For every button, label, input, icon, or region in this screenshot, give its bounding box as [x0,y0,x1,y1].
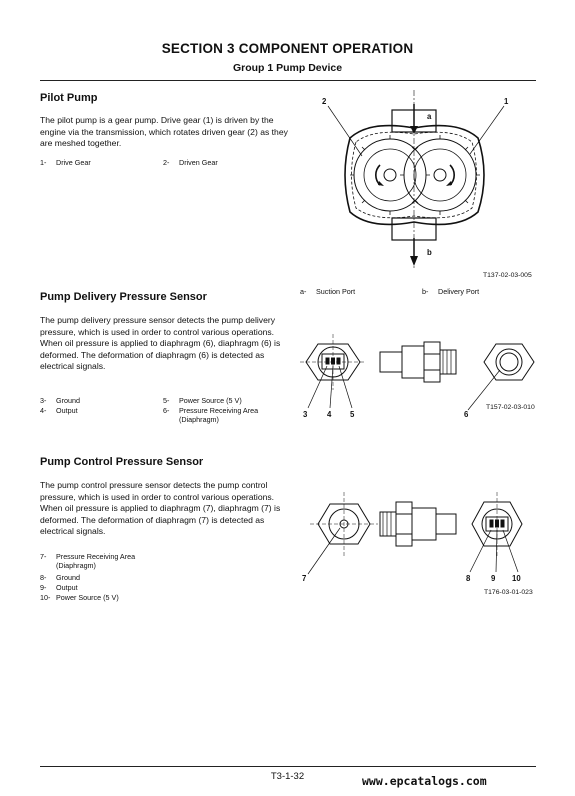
callout-4: 4 [327,410,332,419]
item-label: Output [56,406,78,415]
item-number: a- [300,287,307,296]
item-number: 9- [40,583,47,592]
page-number: T3-1-32 [270,771,305,782]
item-label: Ground [56,573,80,582]
delivery-item-5 [163,396,242,405]
item-number: 2- [163,158,170,167]
control-item-7 [40,552,136,570]
item-label: Pressure Receiving Area (Diaphragm) [179,406,259,424]
delivery-item-4 [40,406,78,415]
item-number: 7- [40,552,47,561]
pilot-pump-description: The pilot pump is a gear pump. Drive gear (1) is driven by the engine via the transmission, which rotates driven gear (2) as they are meshed together. [40,115,288,149]
legend-suction-port [300,287,356,296]
callout-10: 10 [512,574,521,583]
control-sensor-heading: Pump Control Pressure Sensor [40,456,204,468]
item-number: 3- [40,396,47,405]
callout-a: a [427,112,432,121]
control-sensor-description: The pump control pressure sensor detects the pump control pressure, which is used in order to control various operations. When oil pressure is applied to diaphragm (7), diaphragm (7) is deformed. The deformation of diaphragm (7) is detected as electrical signals. [40,480,281,537]
header-rule [40,80,536,81]
callout-6: 6 [464,410,469,419]
figure-code-pilot-pump: T137-02-03-005 [483,272,532,279]
control-item-10 [40,593,119,602]
item-label: Delivery Port [438,287,480,296]
footer-rule [40,766,536,767]
delivery-item-3 [40,396,80,405]
item-label: Pressure Receiving Area (Diaphragm) [56,552,136,570]
pilot-pump-item-1 [40,158,91,167]
item-number: 1- [40,158,47,167]
item-label: Output [56,583,78,592]
group-title: Group 1 Pump Device [232,62,343,74]
item-label: Power Source (5 V) [56,593,119,602]
delivery-sensor-description: The pump delivery pressure sensor detects the pump delivery pressure, which is used in order to control various operations. When oil pressure is applied to diaphragm (6), diaphragm (6) is deformed. The deformation of diaphragm (6) is detected as electrical signals. [40,315,281,372]
delivery-sensor-heading: Pump Delivery Pressure Sensor [40,291,207,303]
figure-code-control-sensor: T176-03-01-023 [484,589,533,596]
item-number: 5- [163,396,170,405]
callout-1: 1 [504,97,509,106]
pilot-pump-heading: Pilot Pump [40,92,98,104]
figure-code-delivery-sensor: T157-02-03-010 [486,404,535,411]
section-title: SECTION 3 COMPONENT OPERATION [161,41,414,56]
item-label: Driven Gear [179,158,218,167]
pilot-pump-item-2 [163,158,218,167]
callout-b: b [427,248,432,257]
callout-2: 2 [322,97,327,106]
item-number: b- [422,287,429,296]
item-number: 4- [40,406,47,415]
callout-3: 3 [303,410,308,419]
legend-delivery-port [422,287,480,296]
item-number: 6- [163,406,170,415]
item-number: 10- [40,593,51,602]
watermark-url: www.epcatalogs.com [362,774,487,788]
item-label: Suction Port [316,287,356,296]
item-label: Ground [56,396,80,405]
control-item-9 [40,583,78,592]
control-sensor-diagram [300,492,540,588]
item-label: Drive Gear [56,158,91,167]
callout-5: 5 [350,410,355,419]
delivery-item-6 [163,406,259,424]
item-number: 8- [40,573,47,582]
callout-9: 9 [491,574,496,583]
callout-7: 7 [302,574,307,583]
gear-pump-diagram [300,90,540,270]
callout-8: 8 [466,574,471,583]
control-item-8 [40,573,80,582]
item-label: Power Source (5 V) [179,396,242,405]
